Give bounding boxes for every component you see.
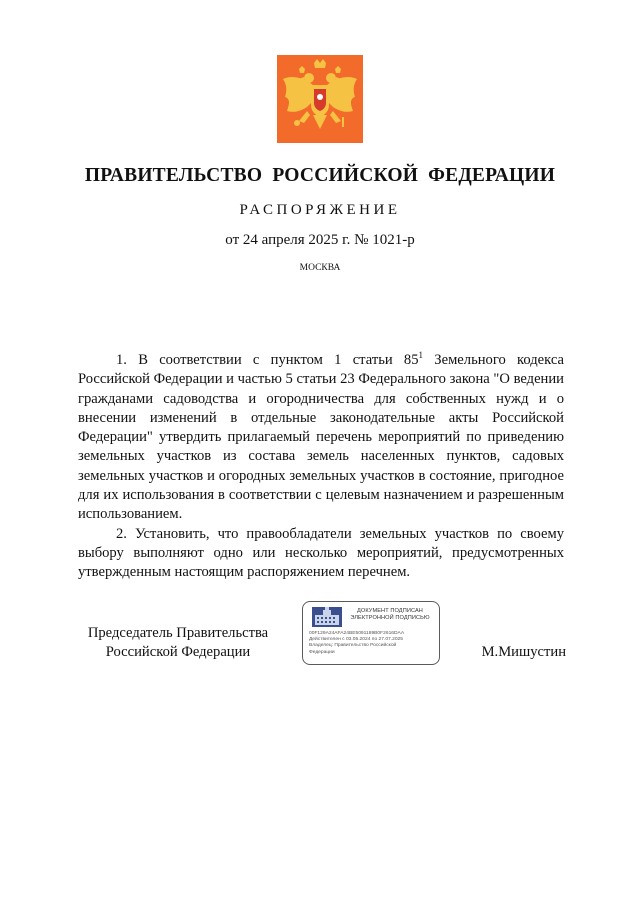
stamp-details — [309, 631, 437, 656]
stamp-owner-line1: Владелец: Правительство Российской — [309, 643, 397, 649]
document-city: МОСКВА — [299, 263, 341, 273]
stamp-title — [343, 608, 437, 622]
coat-of-arms-emblem — [277, 55, 363, 143]
paragraph-1-rest: Земельного кодекса Российской Федерации и частью 5 статьи 23 Федерального закона "О ведении гражданами садоводства и огородничества для собственных нужд и о внесении изменений в отдельные законодательные акты Российской Федерации" утвердить прилагаемый перечень мероприятий по приведению земельных участков из состава земель населенных пунктов, садовых земельных участков и огородных земельных участков в состояние, пригодное для их использования в соответствии с целевым назначением и разрешенным использованием. — [78, 352, 564, 523]
article-superscript: 1 — [418, 350, 424, 360]
document-date-number: от 24 апреля 2025 г. № 1021-р — [225, 232, 415, 248]
signer-position — [78, 624, 278, 662]
electronic-signature-stamp — [302, 601, 440, 665]
paragraph-1 — [78, 351, 564, 525]
paragraph-2: 2. Установить, что правообладатели земельных участков по своему выбору выполняют одно или несколько мероприятий, предусмотренных утвержденным настоящим распоряжением перечнем. — [78, 525, 564, 581]
stamp-title-line1: ДОКУМЕНТ ПОДПИСАН — [357, 608, 423, 614]
government-building-icon — [312, 607, 342, 627]
document-body — [78, 351, 564, 583]
signer-position-line2: Российской Федерации — [105, 644, 251, 660]
paragraph-1-start: 1. В соответствии с пунктом 1 статьи 85 — [116, 352, 419, 368]
stamp-certificate: 00F129A24AFA24BE5091189B0F2616DAA — [309, 631, 405, 636]
signer-name: М.Мишустин — [481, 644, 566, 660]
stamp-owner-line2: Федерации — [309, 649, 335, 655]
stamp-title-line2: ЭЛЕКТРОННОЙ ПОДПИСЬЮ — [350, 615, 430, 621]
government-title: ПРАВИТЕЛЬСТВО РОССИЙСКОЙ ФЕДЕРАЦИИ — [84, 165, 556, 186]
signer-position-line1: Председатель Правительства — [87, 625, 269, 641]
document-type: РАСПОРЯЖЕНИЕ — [239, 202, 401, 218]
stamp-validity: Действителен с 03.05.2024 по 27.07.2025 — [309, 637, 403, 643]
